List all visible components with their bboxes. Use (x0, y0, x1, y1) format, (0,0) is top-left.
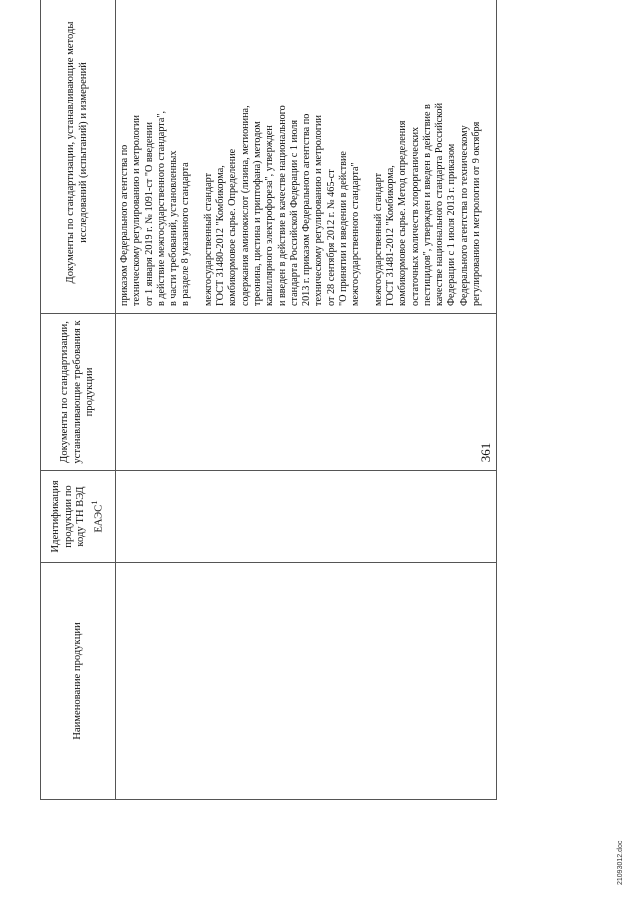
standard-entry: межгосударственный стандарт ГОСТ 31480-2012 "Комбикорма, комбикормовое сырье. Определение содержания аминокислот (лизина, метионина, треонина, цистина и триптофана) методом капиллярного электрофореза", утвержден и введен в действие в качестве национального стандарта Российской Федерации с 1 июля 2013 г. приказом Федерального агентства по техническому регулированию и метрологии от 28 сентября 2012 г. № 465-ст "О принятии и введении в действие межгосударственного стандарта" (202, 105, 362, 306)
header-tn-ved-code (41, 471, 116, 563)
file-reference: 21093012.doc (617, 840, 624, 885)
standards-table (40, 0, 497, 800)
standard-entry: межгосударственный стандарт ГОСТ 31481-2012 "Комбикорма, комбикормовое сырье. Метод определения остаточных количеств хлорорганических пестицидов", утвержден и введен в действие в качестве национального стандарта Российской Федерации с 1 июля 2013 г. приказом Федерального агентства по техническому регулированию и метрологии от 9 октября (372, 102, 483, 306)
page-number: 361 (478, 442, 493, 463)
header-tn-ved-code-text: Идентификация продукции по коду ТН ВЭД ЕАЭС (50, 480, 105, 553)
header-product-requirements-docs: Документы по стандартизации, устанавливающие требования к продукции (41, 314, 116, 471)
table-header-row (41, 0, 116, 800)
standard-entry: приказом Федерального агентства по техническому регулированию и метрологии от 1 января 2019 г. № 1091-ст "О введении в действие межгосударственного стандарта", в части требований, установленных в разделе 8 указанного стандарта (119, 110, 192, 306)
test-methods-cell (116, 0, 497, 314)
header-test-methods-docs: Документы по стандартизации, устанавливающие методы исследований (испытаний) и измерений (41, 0, 116, 314)
table-row (116, 0, 497, 800)
product-requirements-cell (116, 314, 497, 471)
footnote-marker: 1 (88, 500, 99, 505)
header-product-name: Наименование продукции (41, 563, 116, 800)
tn-ved-code-cell (116, 471, 497, 563)
product-name-cell (116, 563, 497, 800)
